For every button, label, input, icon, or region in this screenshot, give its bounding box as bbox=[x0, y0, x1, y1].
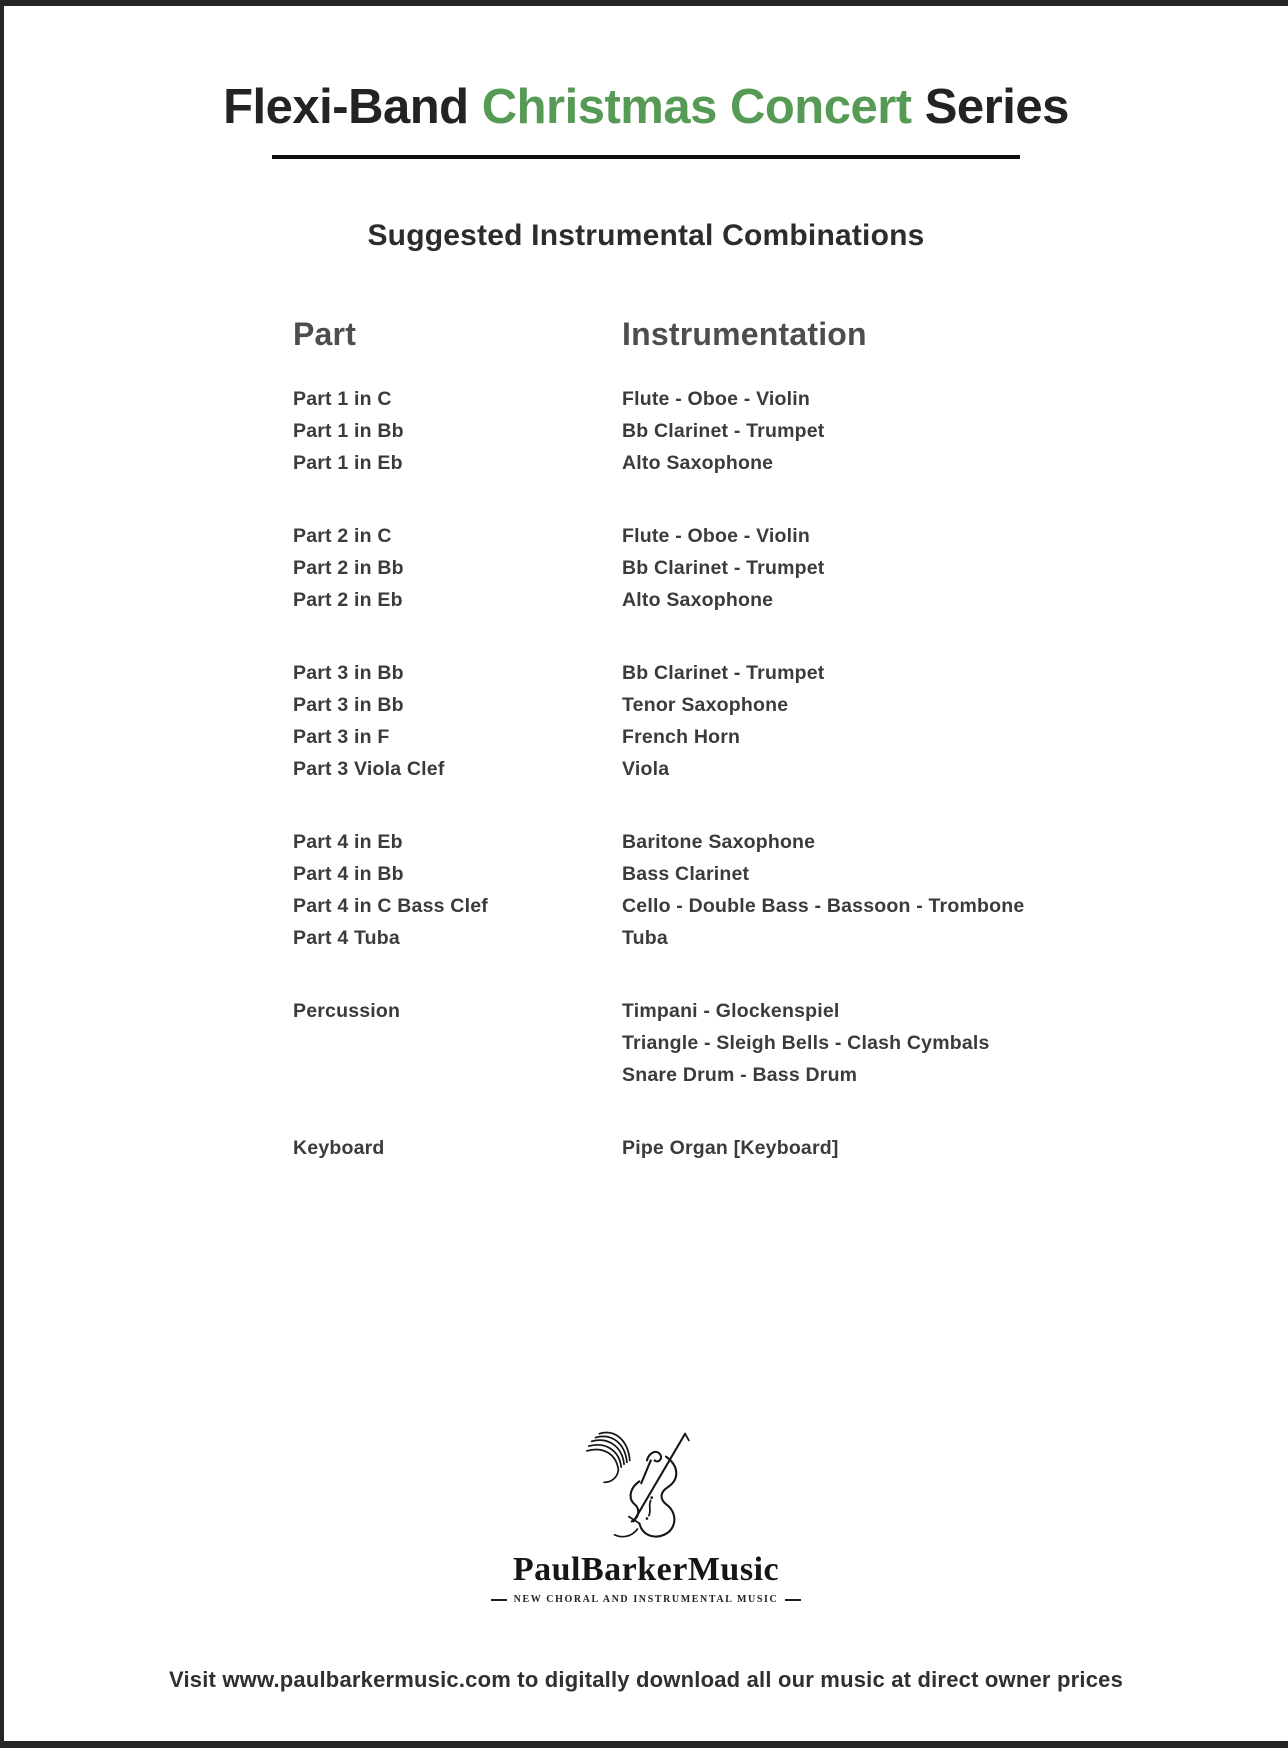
table-row bbox=[293, 447, 1248, 479]
table-row bbox=[293, 890, 1248, 922]
part-cell: Part 2 in Eb bbox=[293, 589, 403, 612]
table-row bbox=[293, 584, 1248, 616]
title-underline bbox=[272, 155, 1020, 159]
part-column-header: Part bbox=[293, 316, 357, 353]
instrumentation-cell bbox=[622, 415, 1248, 447]
part-cell: Part 2 in Bb bbox=[293, 557, 404, 580]
instrumentation-cell bbox=[622, 383, 1248, 415]
part-cell: Part 4 in C Bass Clef bbox=[293, 895, 488, 918]
part-cell: Part 3 Viola Clef bbox=[293, 758, 445, 781]
logo-tagline: NEW CHORAL AND INSTRUMENTAL MUSIC bbox=[513, 1594, 779, 1606]
part-cell: Keyboard bbox=[293, 1137, 385, 1160]
instrumentation-cell bbox=[622, 552, 1248, 584]
table-row bbox=[293, 858, 1248, 890]
instrumentation-cell bbox=[622, 447, 1248, 479]
instrumentation-line: Bb Clarinet - Trumpet bbox=[622, 662, 825, 685]
instrumentation-cell bbox=[622, 826, 1248, 858]
footer-note: Visit www.paulbarkermusic.com to digitally download all our music at direct owner prices bbox=[168, 1667, 1124, 1693]
instrumentation-table bbox=[293, 315, 1248, 1164]
instrumentation-line: Alto Saxophone bbox=[622, 452, 774, 475]
instrumentation-line: Bb Clarinet - Trumpet bbox=[622, 420, 825, 443]
part-cell: Part 4 Tuba bbox=[293, 927, 400, 950]
table-row bbox=[293, 657, 1248, 689]
logo-name: PaulBarkerMusic bbox=[512, 1551, 780, 1589]
violin-logo-icon bbox=[584, 1428, 708, 1550]
table-row bbox=[293, 1132, 1248, 1164]
instrumentation-cell bbox=[622, 995, 1248, 1091]
table-row bbox=[293, 995, 1248, 1091]
row-group-keyboard bbox=[293, 1132, 1248, 1164]
instrumentation-cell bbox=[622, 689, 1248, 721]
table-row bbox=[293, 415, 1248, 447]
instrumentation-line: Viola bbox=[622, 758, 670, 781]
instrumentation-cell bbox=[622, 922, 1248, 954]
instrumentation-cell bbox=[622, 753, 1248, 785]
instrumentation-line: Triangle - Sleigh Bells - Clash Cymbals bbox=[622, 1032, 990, 1055]
part-cell: Part 4 in Eb bbox=[293, 831, 403, 854]
part-cell: Part 1 in Bb bbox=[293, 420, 404, 443]
instrumentation-line: Tuba bbox=[622, 927, 668, 950]
table-header bbox=[293, 315, 1248, 353]
part-cell: Part 4 in Bb bbox=[293, 863, 404, 886]
page-title bbox=[4, 6, 1288, 133]
instrumentation-cell bbox=[622, 520, 1248, 552]
document-page bbox=[4, 6, 1288, 1741]
logo-tagline-row bbox=[491, 1594, 801, 1605]
publisher-logo bbox=[4, 1428, 1288, 1605]
part-cell: Part 1 in Eb bbox=[293, 452, 403, 475]
title-suffix: Series bbox=[911, 80, 1069, 134]
instrumentation-column-header: Instrumentation bbox=[622, 316, 867, 353]
table-row bbox=[293, 520, 1248, 552]
part-cell: Part 1 in C bbox=[293, 388, 392, 411]
instrumentation-line: Timpani - Glockenspiel bbox=[622, 1000, 840, 1023]
title-highlight: Christmas Concert bbox=[481, 80, 912, 134]
instrumentation-line: Flute - Oboe - Violin bbox=[622, 525, 811, 548]
row-group-percussion bbox=[293, 995, 1248, 1091]
instrumentation-cell bbox=[622, 890, 1248, 922]
instrumentation-line: Baritone Saxophone bbox=[622, 831, 816, 854]
instrumentation-line: Snare Drum - Bass Drum bbox=[622, 1064, 858, 1087]
row-group-part-3 bbox=[293, 657, 1248, 785]
row-group-part-4 bbox=[293, 826, 1248, 954]
instrumentation-cell bbox=[622, 721, 1248, 753]
part-cell: Percussion bbox=[293, 1000, 401, 1023]
table-row bbox=[293, 922, 1248, 954]
instrumentation-line: Bb Clarinet - Trumpet bbox=[622, 557, 825, 580]
part-cell: Part 3 in F bbox=[293, 726, 390, 749]
instrumentation-line: Pipe Organ [Keyboard] bbox=[622, 1137, 839, 1160]
instrumentation-line: Cello - Double Bass - Bassoon - Trombone bbox=[622, 895, 1025, 918]
instrumentation-line: Flute - Oboe - Violin bbox=[622, 388, 811, 411]
table-row bbox=[293, 689, 1248, 721]
subtitle: Suggested Instrumental Combinations bbox=[367, 219, 925, 253]
title-prefix: Flexi-Band bbox=[223, 80, 482, 134]
table-row bbox=[293, 826, 1248, 858]
instrumentation-cell bbox=[622, 1132, 1248, 1164]
table-row bbox=[293, 721, 1248, 753]
part-cell: Part 3 in Bb bbox=[293, 662, 404, 685]
table-row bbox=[293, 753, 1248, 785]
instrumentation-line: Alto Saxophone bbox=[622, 589, 774, 612]
table-groups bbox=[293, 383, 1248, 1164]
instrumentation-line: French Horn bbox=[622, 726, 741, 749]
table-row bbox=[293, 552, 1248, 584]
tagline-rule-right bbox=[785, 1599, 801, 1601]
row-group-part-2 bbox=[293, 520, 1248, 616]
part-cell: Part 3 in Bb bbox=[293, 694, 404, 717]
instrumentation-line: Tenor Saxophone bbox=[622, 694, 789, 717]
instrumentation-line: Bass Clarinet bbox=[622, 863, 750, 886]
instrumentation-cell bbox=[622, 858, 1248, 890]
part-cell: Part 2 in C bbox=[293, 525, 392, 548]
instrumentation-cell bbox=[622, 657, 1248, 689]
table-row bbox=[293, 383, 1248, 415]
instrumentation-cell bbox=[622, 584, 1248, 616]
tagline-rule-left bbox=[491, 1599, 507, 1601]
row-group-part-1 bbox=[293, 383, 1248, 479]
